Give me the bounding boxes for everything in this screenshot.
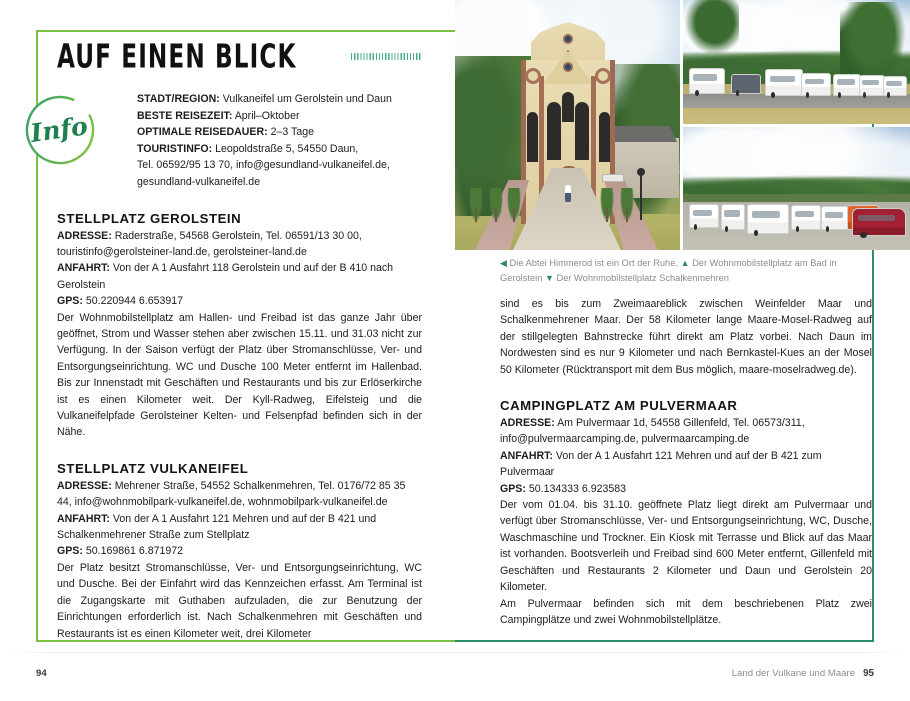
info-value: 2–3 Tage (267, 126, 315, 139)
gps-value: 50.220944 6.653917 (82, 295, 184, 308)
anfahrt-value: Von der A 1 Ausfahrt 118 Gerolstein und auf der B 410 nach Gerolstein (57, 262, 394, 291)
person-walking (565, 185, 571, 202)
section1-anfahrt (57, 260, 422, 293)
section-title-campingplatz-pulvermaar: CAMPINGPLATZ AM PULVERMAAR (500, 398, 738, 414)
page-title: AUF EINEN BLICK (57, 37, 297, 76)
continued-paragraph: sind es bis zum Zweimaareblick zwischen Weinfelder Maar und Schalkenmehrener Maar. Der 58 Kilometer lange Maare-Mosel-Radweg auf der stillgelegten Bahnstrecke führt direkt am Platz vorbei. Nach Daun im Nordwesten sind es nur 9 Kilometer und nach Bernkastel-Kues an der Mosel 50 Kilometer (Rücktransport mit dem Bus möglich, maare-moselradweg.de). (500, 298, 872, 376)
info-value: Vulkaneifel um Gerolstein und Daun (219, 93, 392, 105)
right-page (455, 0, 910, 701)
section2-anfahrt (57, 511, 422, 544)
adresse-label: ADRESSE: (57, 479, 112, 492)
section3-body2: Am Pulvermaar befinden sich mit dem beschriebenen Platz zwei Campingplätze und zwei Wohnmobilstellplätze. (500, 597, 872, 626)
info-row (137, 108, 422, 125)
gps-label: GPS: (500, 482, 526, 495)
chapter-title: Land der Vulkane und Maare (731, 668, 856, 679)
headline-row (57, 37, 422, 76)
anfahrt-value: Von der A 1 Ausfahrt 121 Mehren und auf der B 421 und Schalkenmehrener Straße zum Stellplatz (57, 512, 377, 542)
adresse-value: Am Pulvermaar 1d, 54558 Gillenfeld, Tel. 06573/311, info@pulvermaarcamping.de, pulvermaarcamping.de (500, 417, 805, 446)
info-key: TOURISTINFO: (137, 142, 213, 155)
info-value: Leopoldstraße 5, 54550 Daun, (212, 142, 359, 155)
info-key: STADT/REGION: (137, 93, 220, 105)
section1-body: Der Wohnmobilstellplatz am Hallen- und Freibad ist das ganze Jahr über geöffnet, Strom und Wasser stehen aber zwischen 15.11. und 31.03 nicht zur Verfügung. In der Saison verfügt der Platz über Stromanschlüsse, Ver- und Entsorgungseinrichtung. WC und Dusche 100 Meter entfernt im Hallenbad. Bis zur Innenstadt mit Geschäften und Restaurants und bis zur Erlöserkirche ist es einen Kilometer weit. Der Kyll-Radweg, Eifelsteig und die Vulkaneifelpfade Gerolsteiner Kelten- und Felsenpfad befinden sich in der Nähe. (57, 311, 422, 439)
info-badge (22, 92, 98, 168)
anfahrt-value: Von der A 1 Ausfahrt 121 Mehren und auf der B 421 zum Pulvermaar (500, 449, 822, 479)
footer-divider (0, 652, 910, 653)
triangle-down-icon: ▼ (544, 272, 554, 283)
svg-text:Info: Info (28, 111, 90, 148)
folio-page-number-left: 94 (36, 668, 47, 679)
photo-group (455, 0, 910, 250)
photo-wohnmobilstellplatz-gerolstein (683, 0, 910, 124)
info-row (137, 91, 422, 108)
anfahrt-label: ANFAHRT: (500, 449, 553, 462)
section3-body: Der vom 01.04. bis 31.10. geöffnete Platz liegt direkt am Pulvermaar und verfügt über Stromanschlüsse, Ver- und Entsorgungseinrichtung, WC, Dusche, Waschmaschine und Trockner. Ein Kiosk mit Terrasse und Blick auf das Maar ist vorhanden. Bootsverleih und Freibad sind 600 Meter entfernt, Gillenfeld mit Geschäften und Restaurants 2 Kilometer und Daun und Gerolstein 20 Kilometer. (500, 499, 872, 594)
section2-body: Der Platz besitzt Stromanschlüsse, Ver- und Entsorgungseinrichtung, WC und Dusche. Bei der Einfahrt wird das Kennzeichen erfasst. Am Terminal ist die Zugangskarte mit Guthaben aufzuladen, die zur Benutzung der Einrichtungen erforderlich ist. Nach Schalkenmehren mit Geschäften und Restaurants ist es einen Kilometer weit, drei Kilometer (57, 561, 422, 640)
info-value: gesundland-vulkaneifel.de (137, 175, 261, 188)
section-title-stellplatz-gerolstein: STELLPLATZ GEROLSTEIN (57, 210, 242, 226)
gps-label: GPS: (57, 545, 83, 558)
left-page-content (57, 37, 422, 642)
info-key: BESTE REISEZEIT: (137, 109, 233, 122)
triangle-left-icon: ◀ (500, 258, 507, 268)
section2-adresse (57, 478, 422, 511)
caption-text-1: Die Abtei Himmerod ist ein Ort der Ruhe. (509, 258, 678, 268)
photo-caption (500, 256, 870, 285)
section3-adresse (500, 415, 872, 448)
adresse-label: ADRESSE: (500, 417, 555, 430)
gps-value: 50.134333 6.923583 (525, 482, 627, 495)
section2-gps (57, 543, 422, 559)
info-summary-block (137, 91, 422, 191)
info-value: April–Oktober (232, 109, 300, 122)
anfahrt-label: ANFAHRT: (57, 512, 110, 525)
right-page-content (500, 296, 872, 628)
info-value: Tel. 06592/95 13 70, info@gesundland-vulkaneifel.de, (137, 159, 390, 172)
folio-right (732, 668, 874, 679)
title-dotted-rule (351, 53, 422, 60)
section3-anfahrt (500, 448, 872, 481)
gps-label: GPS: (57, 295, 83, 308)
triangle-up-icon: ▲ (680, 258, 690, 268)
caption-text-3: Der Wohnmobilstellplatz Schalkenmehren (556, 272, 729, 283)
info-row (137, 174, 422, 191)
anfahrt-label: ANFAHRT: (57, 262, 110, 275)
folio-page-number-right: 95 (863, 668, 874, 679)
adresse-value: Mehrener Straße, 54552 Schalkenmehren, Tel. 0176/72 85 35 44, info@wohnmobilpark-vulkaneifel.de, wohnmobilpark-vulkaneifel.de (57, 479, 406, 509)
info-key: OPTIMALE REISEDAUER: (137, 126, 268, 139)
info-row (137, 124, 422, 141)
caption-text-2: Der Wohnmobilstellplatz am Bad in Gerolstein (500, 258, 837, 283)
photo-wohnmobilstellplatz-schalkenmehren (683, 127, 910, 250)
adresse-value: Raderstraße, 54568 Gerolstein, Tel. 06591/13 30 00, touristinfo@gerolsteiner-land.de, gerolsteiner-land.de (57, 229, 362, 258)
adresse-label: ADRESSE: (57, 229, 112, 242)
photo-abbey-himmerod (455, 0, 680, 250)
section-title-stellplatz-vulkaneifel: STELLPLATZ VULKANEIFEL (57, 460, 249, 476)
info-row (137, 141, 422, 158)
section3-gps (500, 481, 872, 497)
info-row (137, 157, 422, 174)
section1-gps (57, 293, 422, 309)
gps-value: 50.169861 6.871972 (82, 545, 184, 558)
section1-adresse (57, 228, 422, 261)
